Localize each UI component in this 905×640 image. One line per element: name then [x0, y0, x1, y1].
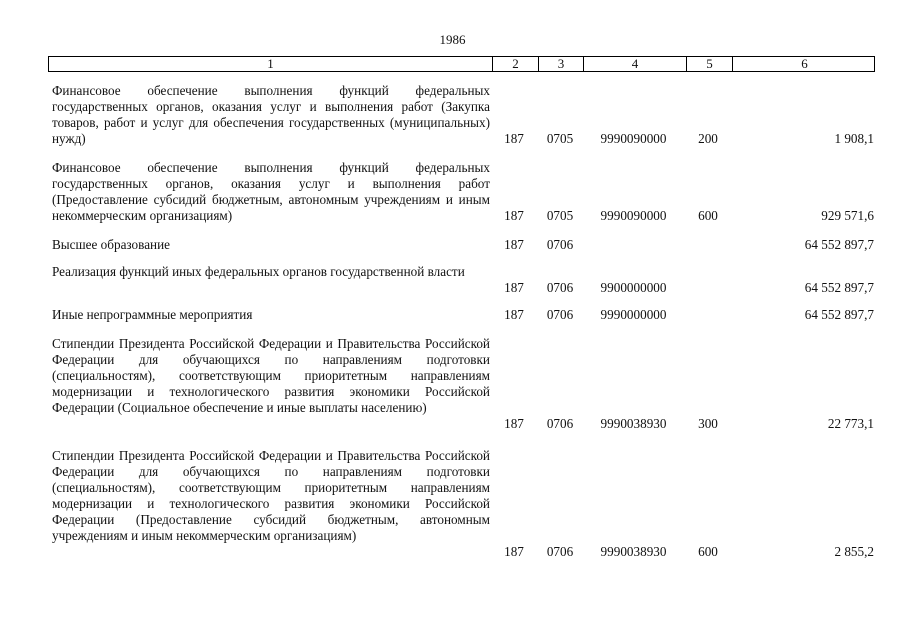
row-amount: 929 571,6 [821, 208, 874, 223]
row-code-target: 9900000000 [600, 280, 667, 295]
row-code-section: 0706 [546, 307, 574, 322]
table-header [48, 56, 875, 72]
row-code-section: 0706 [546, 544, 574, 559]
row-code-ministry: 187 [504, 208, 524, 223]
table-row [48, 307, 875, 323]
row-code-section: 0705 [546, 131, 574, 146]
table-row [48, 264, 875, 296]
row-code-section: 0706 [546, 237, 574, 252]
row-code-ministry: 187 [504, 280, 524, 295]
row-code-ministry: 187 [504, 237, 524, 252]
row-amount: 64 552 897,7 [804, 307, 874, 322]
row-description: Реализация функций иных федеральных органов государственной власти [52, 264, 465, 279]
row-code-ministry: 187 [504, 307, 524, 322]
row-code-expense-type: 200 [698, 131, 718, 146]
row-code-section: 0705 [546, 208, 574, 223]
row-description: Финансовое обеспечение выполнения функций федеральных государственных органов, оказания услуг и выполнения работ (Закупка товаров, работ и услуг для обеспечения государственных (муниципальных) нужд) [52, 83, 490, 146]
row-code-ministry: 187 [504, 544, 524, 559]
header-col-1: 1 [267, 56, 274, 71]
row-amount: 2 855,2 [834, 544, 874, 559]
row-code-section: 0706 [546, 280, 574, 295]
row-code-expense-type: 600 [698, 208, 718, 223]
row-description: Иные непрограммные мероприятия [52, 307, 253, 322]
table-row [48, 160, 875, 224]
row-code-ministry: 187 [504, 131, 524, 146]
row-code-target: 9990038930 [600, 544, 667, 559]
page-number: 1986 [439, 32, 466, 47]
row-code-target: 9990090000 [600, 208, 667, 223]
header-col-6: 6 [732, 57, 876, 71]
row-amount: 64 552 897,7 [804, 280, 874, 295]
header-col-3: 3 [538, 57, 583, 71]
row-code-target: 9990090000 [600, 131, 667, 146]
table-row [48, 448, 875, 560]
header-col-4: 4 [583, 57, 686, 71]
row-code-expense-type: 600 [698, 544, 718, 559]
table-row [48, 237, 875, 253]
row-description: Стипендии Президента Российской Федерации и Правительства Российской Федерации для обучающихся по направлениям подготовки (специальностям), соответствующим приоритетным направлениям модернизации и технологического развития экономики Российской Федерации (Предоставление субсидий бюджетным, автономным учреждениям и иным некоммерческим организациям) [52, 448, 490, 543]
row-description: Финансовое обеспечение выполнения функций федеральных государственных органов, оказания услуг и выполнения работ (Предоставление субсидий бюджетным, автономным учреждениям и иным некоммерческим организациям) [52, 160, 490, 223]
row-amount: 64 552 897,7 [804, 237, 874, 252]
row-amount: 22 773,1 [827, 416, 874, 431]
row-code-ministry: 187 [504, 416, 524, 431]
row-code-target: 9990038930 [600, 416, 667, 431]
row-code-section: 0706 [546, 416, 574, 431]
row-code-target: 9990000000 [600, 307, 667, 322]
header-col-5: 5 [686, 57, 732, 71]
header-col-2: 2 [492, 57, 538, 71]
row-description: Стипендии Президента Российской Федерации и Правительства Российской Федерации для обучающихся по направлениям подготовки (специальностям), соответствующим приоритетным направлениям модернизации и технологического развития экономики Российской Федерации (Социальное обеспечение и иные выплаты населению) [52, 336, 490, 415]
table-row [48, 83, 875, 147]
row-amount: 1 908,1 [834, 131, 874, 146]
row-description: Высшее образование [52, 237, 171, 252]
row-code-expense-type: 300 [698, 416, 718, 431]
table-row [48, 336, 875, 432]
